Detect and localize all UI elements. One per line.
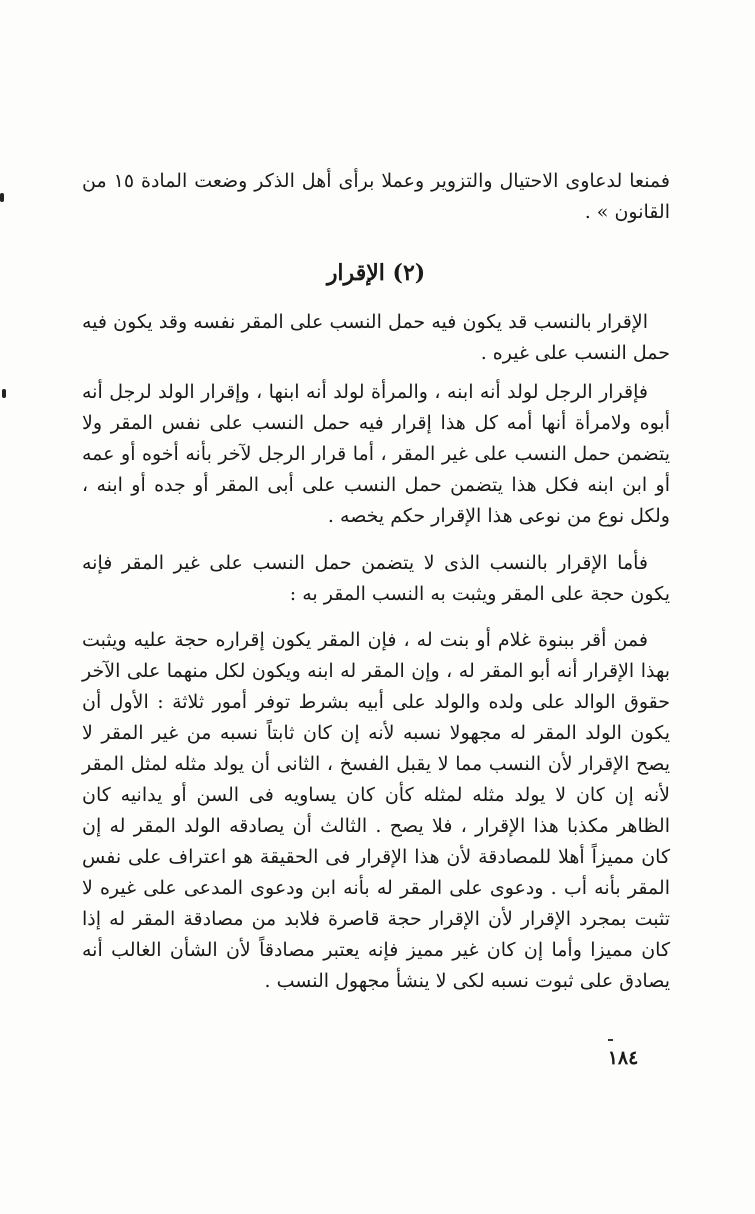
paragraph: فمن أقر ببنوة غلام أو بنت له ، فإن المقر يكون إقراره حجة عليه ويثبت بهذا الإقرار أنه أبو المقر له ، وإن المقر له ابنه ويكون لكل منهما على الآخر حقوق الوالد على ولده والولد على أبيه بشرط توفر أمور ثلاثة : الأول أن يكون الولد المقر له مجهولا نسبه لأنه إن كان ثابتاً نسبه من غير المقر لا يصح الإقرار لأن النسب مما لا يقبل الفسخ ، الثانى أن يولد مثله لمثل المقر لأنه إن كان لا يولد مثله لمثله كأن كان يساويه فى السن أو يدانيه كان الظاهر مكذبا هذا الإقرار ، فلا يصح . الثالث أن يصادقه الولد المقر له إن كان مميزاً أهلا للمصادقة لأن هذا الإقرار فى الحقيقة هو اعتراف على نفس المقر بأنه أب . ودعوى على المقر له بأنه ابن ودعوى المدعى على غيره لا تثبت بمجرد الإقرار لأن الإقرار حجة قاصرة فلابد من مصادقة المقر له إذا كان مميزا وأما إن كان غير مميز فإنه يعتبر مصادقاً لأن الشأن الغالب أنه يصادق على ثبوت نسبه لكى لا ينشأ مجهول النسب . [82,629,670,992]
paragraph: فإقرار الرجل لولد أنه ابنه ، والمرأة لولد أنه ابنها ، وإقرار الولد لرجل أنه أبوه ولامرأة أنها أمه كل هذا إقرار فيه حمل النسب على نفس المقر ولا يتضمن حمل النسب على غير المقر ، أما قرار الرجل لآخر بأنه أخوه أو عمه أو ابن ابنه فكل هذا يتضمن حمل النسب على أبى المقر أو جده أو ابنه ، ولكل نوع من نوعى هذا الإقرار حكم يخصه . [82,381,670,527]
page-number: ١٨٤ [607,1047,639,1069]
page-number-mark [608,1039,613,1041]
paragraph: الإقرار بالنسب قد يكون فيه حمل النسب على المقر نفسه وقد يكون فيه حمل النسب على غيره . [82,311,670,364]
margin-mark [0,193,4,202]
paragraph: فأما الإقرار بالنسب الذى لا يتضمن حمل النسب على غير المقر فإنه يكون حجة على المقر ويثبت به النسب المقر به : [82,552,670,605]
margin-mark [2,389,6,398]
section-heading: (٢) الإقرار [326,260,426,286]
top-paragraph: فمنعا لدعاوى الاحتيال والتزوير وعملا برأى أهل الذكر وضعت المادة ١٥ من القانون » . [82,170,670,223]
